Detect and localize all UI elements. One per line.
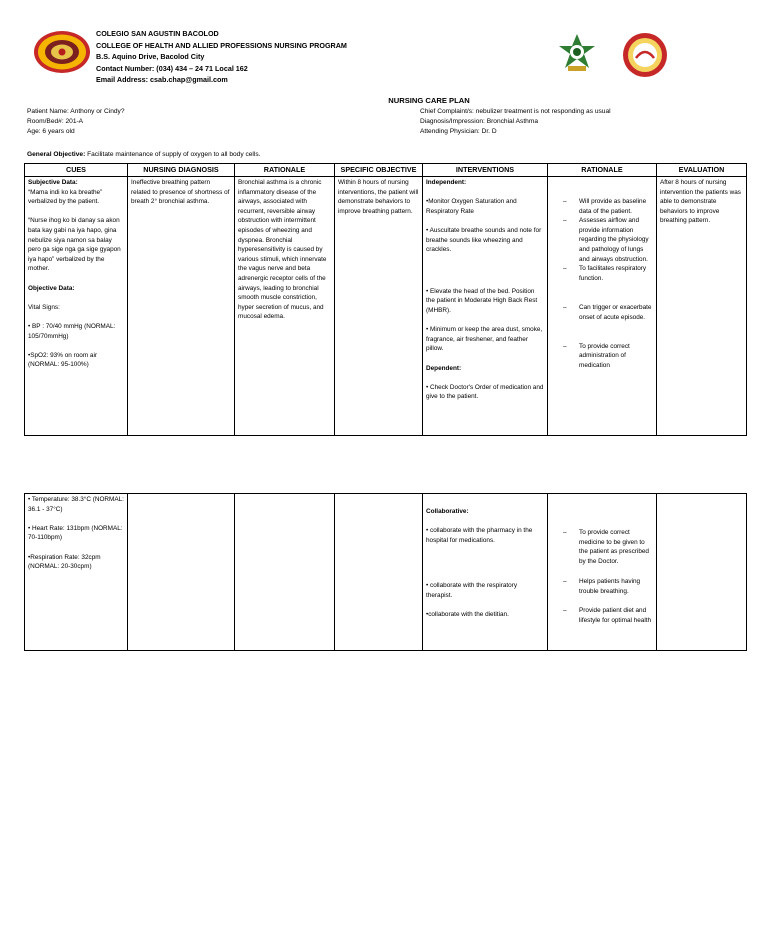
rationale-cell: Bronchial asthma is a chronic inflammatory disease of the airways, associated with recurrent, reversible airway obstruction with intermittent episodes of wheezing and dyspnea. Bronchial hyperesensitivity is caused by various stimuli, which innervate the vagus nerve and beta adrenergic receptor cells of the airways, leading to bronchial smooth muscle constriction, hyper secretion of mucus, and mucosal edema. bbox=[235, 177, 335, 436]
chief-complaint: Chief Complaint/s: nebulizer treatment is not responding as usual bbox=[420, 108, 611, 115]
table-row bbox=[25, 177, 747, 436]
header-cues: CUES bbox=[25, 164, 128, 177]
header-rationale: RATIONALE bbox=[235, 164, 335, 177]
school-header bbox=[96, 28, 347, 86]
heart-rate-value: • Heart Rate: 131bpm (NORMAL: 70-110bpm) bbox=[28, 524, 123, 542]
dependent-label: Dependent: bbox=[426, 364, 462, 372]
collab-intervention-2: • collaborate with the respiratory therapist. bbox=[426, 582, 518, 599]
diagnosis-cell-2 bbox=[128, 494, 235, 651]
temperature-value: • Temperature: 38.3°C (NORMAL: 36.1 - 37°C) bbox=[28, 496, 124, 513]
rationale-item-2: – Assesses airflow and provide information regarding the physiology and pathology of lungs and airways obstruction. bbox=[563, 217, 649, 263]
collaborative-label: Collaborative: bbox=[426, 508, 469, 515]
specific-objective-cell-2 bbox=[335, 494, 423, 651]
subjective-label: Subjective Data: bbox=[28, 179, 78, 186]
header-interventions: INTERVENTIONS bbox=[423, 164, 548, 177]
nursing-program-emblem-logo bbox=[556, 32, 598, 74]
header-row bbox=[25, 164, 747, 177]
rationale-item-4: – Can trigger or exacerbate onset of acute episode. bbox=[563, 304, 652, 321]
intervention-4: • Minimum or keep the area dust, smoke, fragrance, air freshener, and feather pillow. bbox=[426, 326, 543, 353]
evaluation-cell: After 8 hours of nursing intervention the patients was able to demonstrate behaviors to improve breathing pattern. bbox=[657, 177, 747, 436]
patient-name: Patient Name: Anthony or Cindy? bbox=[27, 108, 125, 115]
collab-rationale-1: – To provide correct medicine to be given to the patient as prescribed by the Doctor. bbox=[563, 529, 649, 565]
patient-room: Room/Bed#: 201-A bbox=[27, 118, 84, 125]
collab-intervention-1: • collaborate with the pharmacy in the hospital for medications. bbox=[426, 527, 533, 544]
general-objective bbox=[27, 151, 260, 158]
collab-rationale-3: – Provide patient diet and lifestyle for optimal health bbox=[563, 607, 652, 624]
care-plan-table-page1 bbox=[24, 163, 747, 436]
interventions-cell-2 bbox=[423, 494, 548, 651]
vital-signs-label: Vital Signs: bbox=[28, 303, 60, 311]
care-plan-table-page2 bbox=[24, 493, 747, 651]
spo2-value: •SpO2: 93% on room air (NORMAL: 95-100%) bbox=[28, 351, 98, 369]
rationale-item-1: – Will provide as baseline data of the patient. bbox=[563, 198, 647, 215]
subjective-statement-1: “Mama indi ko ka breathe” verbalized by the patient. bbox=[28, 188, 103, 206]
rationale-item-5: – To provide correct administration of medication bbox=[563, 342, 630, 369]
cues-cell-2 bbox=[25, 494, 128, 651]
cues-cell bbox=[25, 177, 128, 436]
rationale-item-3: – To facilitates respiratory function. bbox=[563, 265, 647, 282]
intervention-5: • Check Doctor's Order of medication and give to the patient. bbox=[426, 383, 544, 401]
rationale-cell-2 bbox=[235, 494, 335, 651]
respiration-rate-value: •Respiration Rate: 32cpm (NORMAL: 20-30cpm) bbox=[28, 553, 101, 571]
school-name: COLEGIO SAN AGUSTIN BACOLOD bbox=[96, 29, 219, 38]
collab-intervention-3: •collaborate with the dietitian. bbox=[426, 611, 509, 619]
header-specific-objective: SPECIFIC OBJECTIVE bbox=[335, 164, 423, 177]
school-contact: Contact Number: (034) 434 – 24 71 Local 162 bbox=[96, 63, 248, 73]
school-email: Email Address: csab.chap@gmail.com bbox=[96, 75, 228, 84]
college-seal-logo bbox=[33, 30, 91, 74]
header-evaluation: EVALUATION bbox=[657, 164, 747, 177]
patient-age: Age: 6 years old bbox=[27, 128, 75, 135]
patient-info-right bbox=[420, 107, 611, 137]
intervention-3: • Elevate the head of the bed. Position the patient in Moderate High Back Rest (MHBR). bbox=[426, 287, 538, 314]
college-name: COLLEGE OF HEALTH AND ALLIED PROFESSIONS NURSING PROGRAM bbox=[96, 40, 347, 50]
objective-label: Objective Data: bbox=[28, 284, 75, 292]
general-objective-text: Facilitate maintenance of supply of oxygen to all body cells. bbox=[85, 151, 261, 158]
intervention-1: •Monitor Oxygen Saturation and Respiratory Rate bbox=[426, 198, 517, 215]
diagnosis-impression: Diagnosis/Impression: Bronchial Asthma bbox=[420, 118, 539, 125]
attending-physician: Attending Physician: Dr. D bbox=[420, 128, 497, 135]
patient-info-left bbox=[27, 107, 125, 137]
header-nursing-diagnosis: NURSING DIAGNOSIS bbox=[128, 164, 235, 177]
general-objective-label: General Objective: bbox=[27, 151, 86, 158]
header-rationale-2: RATIONALE bbox=[548, 164, 657, 177]
interventions-cell bbox=[423, 177, 548, 436]
intervention-2: • Auscultate breathe sounds and note for breathe sounds like wheezing and crackles. bbox=[426, 226, 542, 254]
independent-label: Independent: bbox=[426, 179, 467, 186]
school-address: B.S. Aquino Drive, Bacolod City bbox=[96, 52, 205, 61]
chap-circle-logo bbox=[622, 32, 668, 78]
rationale-2-cell-2 bbox=[548, 494, 657, 651]
table-row bbox=[25, 494, 747, 651]
diagnosis-cell: Ineffective breathing pattern related to presence of shortness of breath 2° bronchial asthma. bbox=[128, 177, 235, 436]
specific-objective-cell: Within 8 hours of nursing interventions, the patient will demonstrate behaviors to improve breathing pattern. bbox=[335, 177, 423, 436]
document-title: NURSING CARE PLAN bbox=[388, 96, 470, 105]
evaluation-cell-2 bbox=[657, 494, 747, 651]
subjective-statement-2: “Nurse ihog ko bi danay sa akon bata kay gabi na iya hapo, gina nebulize siya namon sa balay pero ga sige nga ga sige gyapon iya hapo” verbalized by the mother. bbox=[28, 217, 121, 273]
rationale-2-cell bbox=[548, 177, 657, 436]
collab-rationale-2: – Helps patients having trouble breathing. bbox=[563, 578, 641, 595]
bp-value: • BP : 70/40 mmHg (NORMAL: 105/70mmHg) bbox=[28, 322, 116, 340]
